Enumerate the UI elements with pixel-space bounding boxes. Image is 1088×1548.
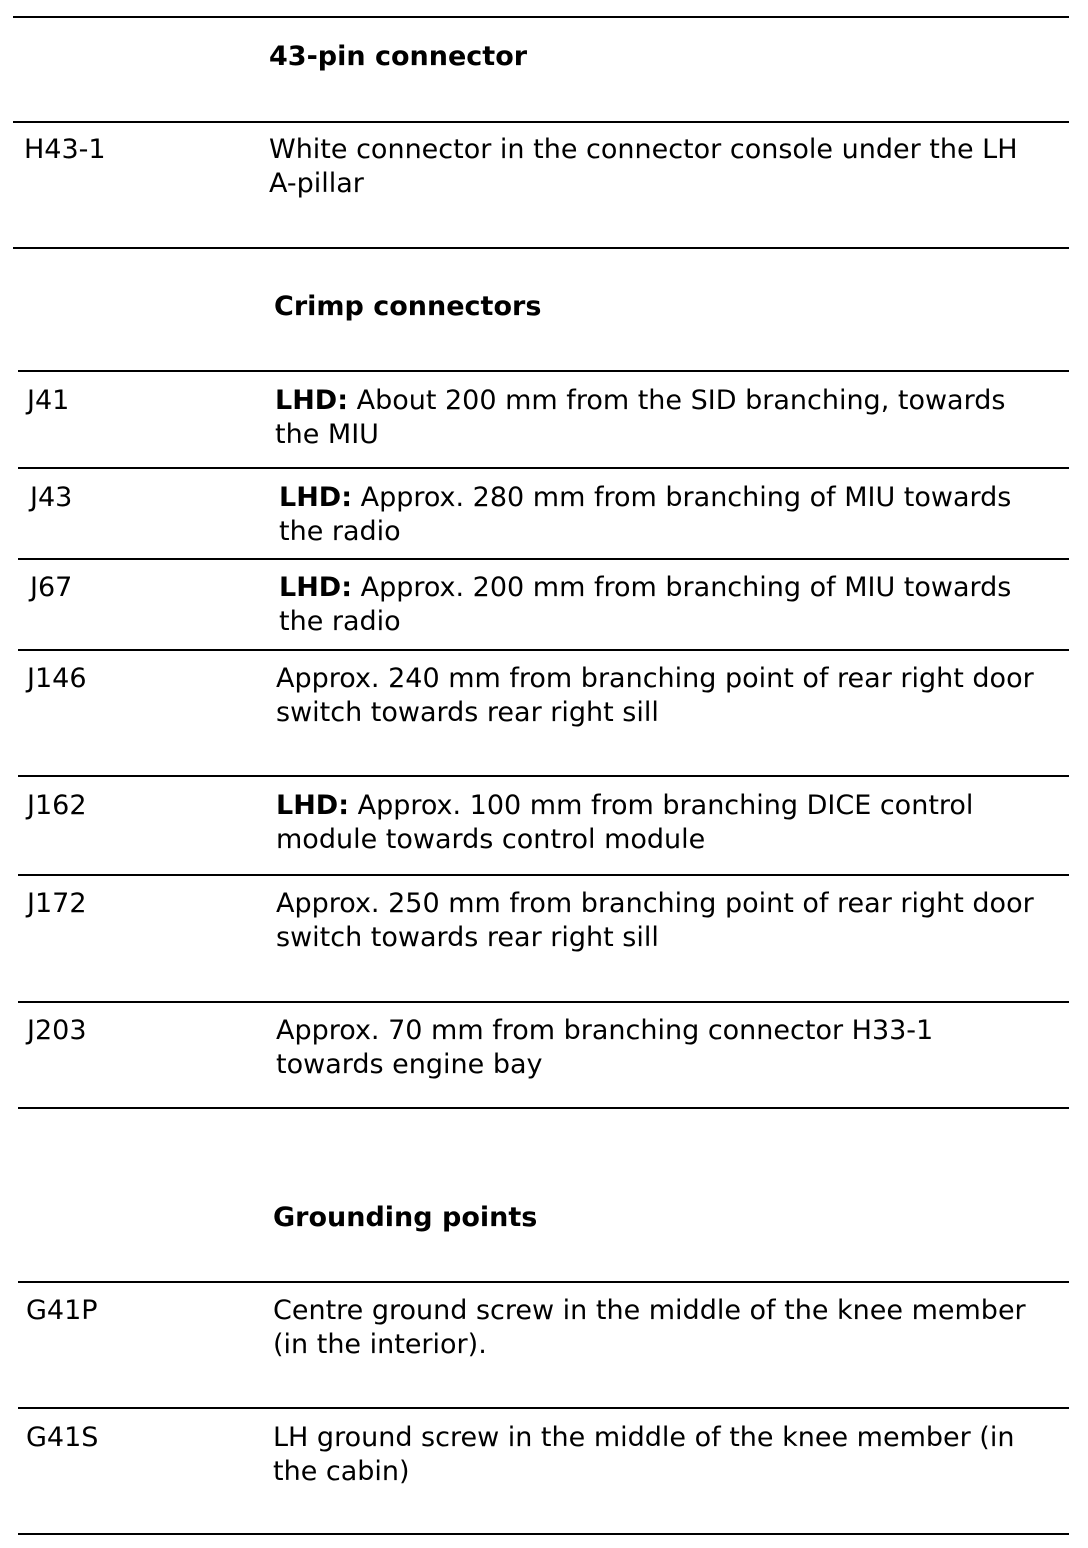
divider [18,370,1069,372]
grounding-id: G41S [26,1422,99,1453]
divider [18,1281,1069,1283]
description-line-1: Approx. 70 mm from branching connector H33-1 [276,1015,934,1046]
description-line-2: the radio [279,606,401,637]
section-heading-43-pin: 43-pin connector [269,41,528,72]
description-line-1: Approx. 200 mm from branching of MIU towards [352,572,1012,603]
connector-id: J43 [30,482,73,513]
connector-id: J67 [30,572,73,603]
description-label: LHD: [275,385,349,416]
divider [18,558,1069,560]
divider [13,247,1069,249]
description-line-2: the radio [279,516,401,547]
section-heading-crimp: Crimp connectors [274,291,542,322]
connector-description [276,1014,933,1048]
connector-description [269,133,1018,167]
description-line-2: the MIU [275,419,379,450]
description-line-2: (in the interior). [273,1329,487,1360]
section-heading-grounding: Grounding points [273,1202,538,1233]
description-line-1: About 200 mm from the SID branching, towards [348,385,1006,416]
description-label: LHD: [279,572,353,603]
description-line-2: module towards control module [276,824,706,855]
divider [18,1407,1069,1409]
description-line-1: Centre ground screw in the middle of the knee member [273,1295,1026,1326]
connector-id: J162 [27,790,87,821]
connector-id: H43-1 [24,134,106,165]
connector-id: J146 [27,663,87,694]
description-label: LHD: [279,482,353,513]
description-line-1: White connector in the connector console under the LH [269,134,1018,165]
description-line-1: Approx. 100 mm from branching DICE control [349,790,974,821]
description-line-1: Approx. 240 mm from branching point of rear right door [276,663,1034,694]
divider [18,467,1069,469]
divider [13,16,1069,18]
connector-id: J41 [27,385,70,416]
divider [18,874,1069,876]
divider [13,121,1069,123]
description-line-2: the cabin) [273,1456,410,1487]
connector-id: J203 [27,1015,87,1046]
connector-description [276,789,973,823]
connector-description [279,571,1011,605]
divider [18,1001,1069,1003]
description-line-2: switch towards rear right sill [276,697,659,728]
connector-description [276,887,1034,921]
description-line-2: switch towards rear right sill [276,922,659,953]
description-line-1: Approx. 250 mm from branching point of rear right door [276,888,1034,919]
description-label: LHD: [276,790,350,821]
connector-description [276,662,1034,696]
divider [18,775,1069,777]
connector-description [275,384,1005,418]
description-line-1: LH ground screw in the middle of the knee member (in [273,1422,1015,1453]
connector-description [279,481,1011,515]
divider [18,1533,1069,1535]
divider [18,649,1069,651]
grounding-id: G41P [26,1295,98,1326]
grounding-description [273,1294,1026,1328]
description-line-2: A-pillar [269,168,364,199]
description-line-2: towards engine bay [276,1049,543,1080]
grounding-description [273,1421,1014,1455]
divider [18,1107,1069,1109]
connector-id: J172 [27,888,87,919]
description-line-1: Approx. 280 mm from branching of MIU towards [352,482,1012,513]
